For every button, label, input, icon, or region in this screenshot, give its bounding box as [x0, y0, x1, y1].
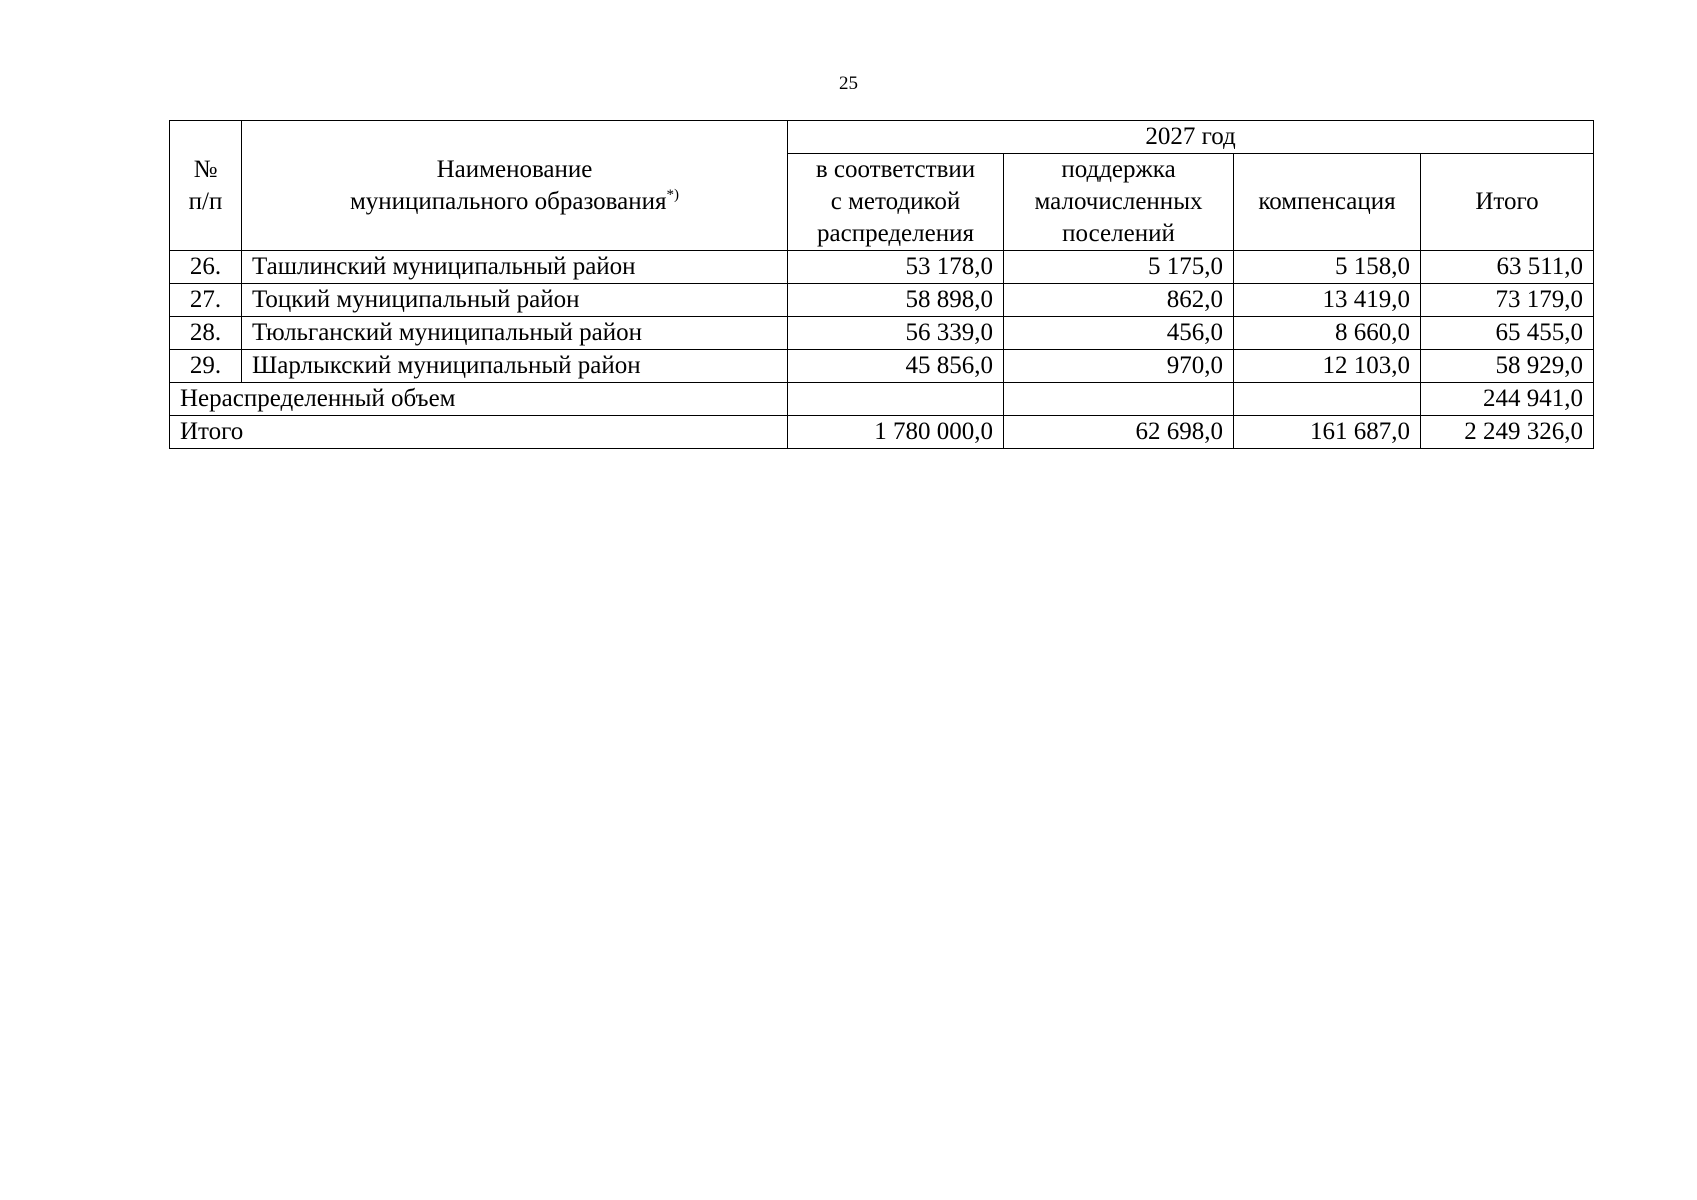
header-methodology-line2: с методикой [830, 188, 961, 215]
header-name-line2-wrap [252, 186, 777, 218]
row-compensation-value: 5 158,0 [1234, 251, 1421, 284]
header-methodology-line3: распределения [817, 220, 974, 247]
header-number-line2: п/п [188, 187, 223, 215]
row-name: Тоцкий муниципальный район [242, 284, 788, 317]
unallocated-label: Нераспределенный объем [170, 383, 788, 416]
row-small-settlements-value: 862,0 [1004, 284, 1234, 317]
table-row [170, 317, 1594, 350]
total-total-value: 2 249 326,0 [1421, 416, 1594, 449]
row-number: 26. [170, 251, 242, 284]
header-row-top [170, 121, 1594, 154]
row-total-value: 73 179,0 [1421, 284, 1594, 317]
header-compensation: компенсация [1234, 154, 1421, 251]
row-methodology-value: 58 898,0 [788, 284, 1004, 317]
table-row [170, 284, 1594, 317]
row-small-settlements-value: 456,0 [1004, 317, 1234, 350]
row-small-settlements-value: 970,0 [1004, 350, 1234, 383]
table-row [170, 350, 1594, 383]
total-methodology-value: 1 780 000,0 [788, 416, 1004, 449]
unallocated-methodology-value [788, 383, 1004, 416]
header-methodology-line1: в соответствии [815, 156, 976, 183]
header-number [170, 121, 242, 251]
header-number-line1: № [193, 155, 218, 183]
row-name: Ташлинский муниципальный район [242, 251, 788, 284]
header-small-settlements [1004, 154, 1234, 251]
unallocated-small-settlements-value [1004, 383, 1234, 416]
header-name-line2: муниципального образования [349, 187, 667, 215]
row-number: 27. [170, 284, 242, 317]
row-compensation-value: 8 660,0 [1234, 317, 1421, 350]
row-total-value: 58 929,0 [1421, 350, 1594, 383]
row-number: 28. [170, 317, 242, 350]
total-small-settlements-value: 62 698,0 [1004, 416, 1234, 449]
header-small-line2: малочисленных [1034, 188, 1203, 215]
footnote-marker: *) [666, 186, 680, 203]
header-name-line1: Наименование [436, 155, 593, 183]
row-total-value: 63 511,0 [1421, 251, 1594, 284]
row-methodology-value: 53 178,0 [788, 251, 1004, 284]
header-name [242, 121, 788, 251]
row-small-settlements-value: 5 175,0 [1004, 251, 1234, 284]
unallocated-compensation-value [1234, 383, 1421, 416]
row-methodology-value: 56 339,0 [788, 317, 1004, 350]
header-small-line1: поддержка [1061, 156, 1176, 183]
row-name: Тюльганский муниципальный район [242, 317, 788, 350]
unallocated-row [170, 383, 1594, 416]
total-label: Итого [170, 416, 788, 449]
allocation-table [169, 120, 1594, 449]
row-compensation-value: 12 103,0 [1234, 350, 1421, 383]
header-methodology [788, 154, 1004, 251]
page-number: 25 [839, 73, 858, 94]
total-compensation-value: 161 687,0 [1234, 416, 1421, 449]
row-compensation-value: 13 419,0 [1234, 284, 1421, 317]
total-row [170, 416, 1594, 449]
unallocated-total-value: 244 941,0 [1421, 383, 1594, 416]
row-number: 29. [170, 350, 242, 383]
header-year: 2027 год [788, 121, 1594, 154]
header-small-line3: поселений [1062, 220, 1175, 247]
row-name: Шарлыкский муниципальный район [242, 350, 788, 383]
row-methodology-value: 45 856,0 [788, 350, 1004, 383]
header-total: Итого [1421, 154, 1594, 251]
row-total-value: 65 455,0 [1421, 317, 1594, 350]
table-row [170, 251, 1594, 284]
